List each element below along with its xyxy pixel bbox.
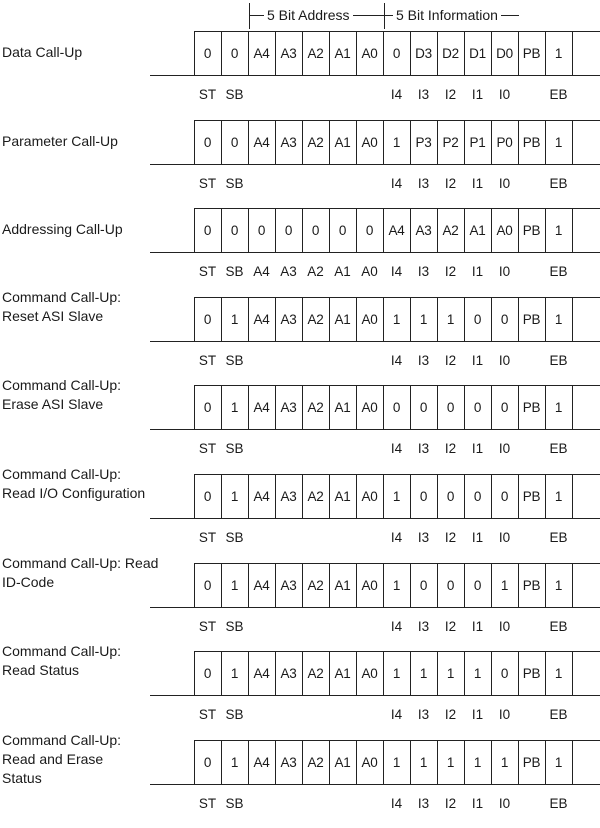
bit-cell: 1: [554, 222, 563, 238]
bit-position-label: I4: [390, 352, 403, 368]
bit-cell: 1: [230, 577, 239, 593]
bit-position-label: ST: [198, 706, 217, 722]
cell-divider: [572, 31, 573, 75]
bit-cell: 1: [392, 488, 401, 504]
bit-position-label: I3: [417, 263, 430, 279]
bit-position-label: I2: [444, 618, 457, 634]
bit-cell: 1: [419, 665, 428, 681]
bit-position-label: ST: [198, 175, 217, 191]
bit-cell: 0: [446, 488, 455, 504]
bit-position-label: A4: [253, 263, 270, 279]
bit-cell: 1: [446, 665, 455, 681]
bit-position-label: ST: [198, 440, 217, 456]
bit-position-label: A3: [280, 263, 297, 279]
bit-cell: PB: [522, 311, 541, 327]
bit-cell: 1: [554, 577, 563, 593]
bit-cell: 0: [230, 222, 239, 238]
bit-cell: A3: [280, 665, 297, 681]
bit-cell: 0: [446, 399, 455, 415]
bit-cell: P1: [469, 134, 486, 150]
bit-cell: A0: [361, 134, 378, 150]
row-label: Command Call-Up: Erase ASI Slave: [2, 377, 122, 412]
bit-position-label: ST: [198, 263, 217, 279]
bit-cell: 0: [203, 577, 212, 593]
bit-position-label: I0: [498, 440, 511, 456]
bit-cell: A0: [361, 311, 378, 327]
bit-position-label: I3: [417, 618, 430, 634]
bit-cell: A4: [253, 754, 270, 770]
bit-position-label: I2: [444, 175, 457, 191]
header-tick-left: [249, 3, 250, 29]
bit-cell: 1: [473, 665, 482, 681]
bit-cell: 1: [446, 754, 455, 770]
bit-position-label: I3: [417, 440, 430, 456]
frame-bottom-line: [150, 252, 600, 253]
bit-cell: 0: [392, 45, 401, 61]
bit-cell: A4: [253, 665, 270, 681]
bit-cell: 1: [554, 134, 563, 150]
call-up-row: [0, 31, 600, 119]
row-label: Data Call-Up: [2, 44, 83, 60]
bit-position-label: I0: [498, 529, 511, 545]
call-up-row: [0, 120, 600, 208]
bit-position-label: I1: [471, 175, 484, 191]
bit-position-label: I1: [471, 795, 484, 811]
bit-cell: A0: [496, 222, 513, 238]
bit-position-label: I1: [471, 352, 484, 368]
bit-cell: A0: [361, 577, 378, 593]
bit-position-label: EB: [549, 352, 568, 368]
bit-cell: A2: [307, 754, 324, 770]
bit-position-label: I0: [498, 795, 511, 811]
address-label: 5 Bit Address: [264, 6, 353, 24]
bit-cell: A1: [334, 665, 351, 681]
bit-position-label: I1: [471, 529, 484, 545]
bit-cell: 0: [203, 311, 212, 327]
bit-cell: A1: [334, 311, 351, 327]
bit-position-label: SB: [225, 352, 244, 368]
bit-cell: 0: [500, 311, 509, 327]
bit-cell: PB: [522, 754, 541, 770]
bit-cell: 0: [473, 577, 482, 593]
bit-position-label: SB: [225, 86, 244, 102]
bit-cell: PB: [522, 134, 541, 150]
bit-cell: A4: [253, 45, 270, 61]
bit-position-label: I4: [390, 86, 403, 102]
bit-cell: A1: [334, 134, 351, 150]
row-label: Addressing Call-Up: [2, 221, 123, 237]
bit-position-label: A0: [361, 263, 378, 279]
frame-bottom-line: [150, 164, 600, 165]
call-up-row: [0, 732, 600, 828]
bit-cell: A0: [361, 488, 378, 504]
bit-position-label: SB: [225, 795, 244, 811]
row-label: Command Call-Up: Read I/O Configuration: [2, 466, 146, 501]
bit-cell: 1: [230, 399, 239, 415]
bit-cell: 1: [554, 45, 563, 61]
bit-cell: D2: [442, 45, 459, 61]
bit-cell: A2: [307, 45, 324, 61]
bit-cell: D1: [469, 45, 486, 61]
bit-cell: P3: [415, 134, 432, 150]
row-label: Command Call-Up: Read Status: [2, 643, 122, 678]
bit-cell: A1: [334, 577, 351, 593]
bit-cell: A4: [253, 311, 270, 327]
call-up-row: [0, 208, 600, 296]
bit-position-label: I2: [444, 86, 457, 102]
bit-cell: PB: [522, 45, 541, 61]
bit-cell: 0: [419, 399, 428, 415]
bit-position-label: EB: [549, 175, 568, 191]
bit-cell: 0: [473, 399, 482, 415]
bit-cell: A2: [307, 665, 324, 681]
bit-cell: 1: [230, 665, 239, 681]
bit-cell: A3: [280, 311, 297, 327]
bit-cell: 1: [419, 754, 428, 770]
bit-position-label: I1: [471, 440, 484, 456]
bit-cell: PB: [522, 577, 541, 593]
bit-position-label: I4: [390, 263, 403, 279]
call-up-row: [0, 466, 600, 562]
bit-position-label: I1: [471, 618, 484, 634]
information-label: 5 Bit Information: [393, 6, 501, 24]
bit-position-label: I0: [498, 175, 511, 191]
bit-cell: A3: [280, 488, 297, 504]
bit-cell: 1: [554, 754, 563, 770]
bit-cell: 1: [392, 311, 401, 327]
bit-position-label: I3: [417, 86, 430, 102]
bit-cell: A3: [280, 45, 297, 61]
bit-position-label: I2: [444, 263, 457, 279]
bit-position-label: I2: [444, 352, 457, 368]
header-bracket: [0, 0, 600, 34]
frame-bottom-line: [150, 607, 600, 608]
bit-position-label: I0: [498, 706, 511, 722]
bit-cell: 1: [554, 311, 563, 327]
bit-cell: A1: [334, 399, 351, 415]
bit-position-label: SB: [225, 618, 244, 634]
bit-position-label: I2: [444, 440, 457, 456]
bit-position-label: ST: [198, 795, 217, 811]
bit-position-label: I2: [444, 529, 457, 545]
bit-cell: 1: [500, 754, 509, 770]
call-up-row: [0, 555, 600, 651]
bit-position-label: EB: [549, 706, 568, 722]
frame-bottom-line: [150, 75, 600, 76]
bit-position-label: I2: [444, 795, 457, 811]
bit-position-label: EB: [549, 618, 568, 634]
bit-cell: 0: [203, 45, 212, 61]
bit-cell: 0: [203, 488, 212, 504]
bit-cell: 0: [446, 577, 455, 593]
bit-cell: A0: [361, 45, 378, 61]
bit-cell: A2: [307, 488, 324, 504]
bit-cell: 0: [203, 399, 212, 415]
bit-position-label: SB: [225, 440, 244, 456]
bit-cell: 0: [392, 399, 401, 415]
bit-cell: A3: [415, 222, 432, 238]
bit-cell: A3: [280, 577, 297, 593]
cell-divider: [572, 740, 573, 784]
bit-position-label: I1: [471, 86, 484, 102]
cell-divider: [572, 120, 573, 164]
bit-cell: 1: [392, 134, 401, 150]
bit-cell: 0: [500, 399, 509, 415]
row-label: Command Call-Up: Read ID-Code: [2, 555, 159, 590]
bit-position-label: EB: [549, 263, 568, 279]
bit-cell: 0: [203, 222, 212, 238]
bit-cell: 0: [203, 754, 212, 770]
bit-cell: A4: [253, 399, 270, 415]
bit-cell: 0: [419, 577, 428, 593]
bit-cell: PB: [522, 665, 541, 681]
frame-bottom-line: [150, 695, 600, 696]
bit-position-label: I0: [498, 86, 511, 102]
bit-cell: 0: [500, 488, 509, 504]
bit-cell: 1: [473, 754, 482, 770]
bit-cell: 0: [257, 222, 266, 238]
bit-cell: 0: [500, 665, 509, 681]
bit-position-label: A2: [307, 263, 324, 279]
bit-cell: 0: [203, 665, 212, 681]
frame-bottom-line: [150, 518, 600, 519]
bit-position-label: I3: [417, 795, 430, 811]
bit-position-label: I1: [471, 263, 484, 279]
bit-cell: 0: [311, 222, 320, 238]
row-label: Command Call-Up: Reset ASI Slave: [2, 289, 122, 324]
bit-position-label: I4: [390, 618, 403, 634]
bit-position-label: EB: [549, 440, 568, 456]
bit-cell: 0: [230, 134, 239, 150]
bit-position-label: I0: [498, 352, 511, 368]
cell-divider: [572, 385, 573, 429]
bit-position-label: I0: [498, 263, 511, 279]
frame-bottom-line: [150, 784, 600, 785]
bit-cell: 0: [230, 45, 239, 61]
bit-position-label: A1: [334, 263, 351, 279]
header-tick-middle: [384, 3, 385, 29]
call-up-row: [0, 289, 600, 385]
bit-cell: 1: [230, 488, 239, 504]
bit-cell: A2: [307, 399, 324, 415]
call-up-row: [0, 643, 600, 739]
bit-position-label: I4: [390, 440, 403, 456]
bit-cell: A0: [361, 399, 378, 415]
bit-cell: 1: [554, 665, 563, 681]
bit-position-label: I3: [417, 529, 430, 545]
bit-position-label: EB: [549, 529, 568, 545]
bit-position-label: I3: [417, 706, 430, 722]
bit-position-label: ST: [198, 86, 217, 102]
bit-position-label: ST: [198, 529, 217, 545]
bit-cell: A4: [388, 222, 405, 238]
bit-cell: 0: [473, 488, 482, 504]
bit-position-label: I1: [471, 706, 484, 722]
cell-divider: [572, 651, 573, 695]
bit-position-label: EB: [549, 795, 568, 811]
bit-position-label: I4: [390, 175, 403, 191]
bit-cell: 0: [365, 222, 374, 238]
call-up-row: [0, 377, 600, 473]
bit-position-label: I3: [417, 352, 430, 368]
frame-bottom-line: [150, 341, 600, 342]
bit-cell: P2: [442, 134, 459, 150]
bit-position-label: SB: [225, 529, 244, 545]
bit-cell: 0: [284, 222, 293, 238]
bit-cell: A3: [280, 134, 297, 150]
bit-cell: A4: [253, 488, 270, 504]
bit-position-label: I4: [390, 706, 403, 722]
bit-cell: A0: [361, 665, 378, 681]
bit-cell: A0: [361, 754, 378, 770]
bit-cell: PB: [522, 488, 541, 504]
bit-cell: 0: [203, 134, 212, 150]
bit-position-label: I4: [390, 795, 403, 811]
bit-cell: PB: [522, 222, 541, 238]
bit-cell: A4: [253, 134, 270, 150]
bit-cell: 1: [392, 665, 401, 681]
bit-cell: D0: [496, 45, 513, 61]
row-label: Command Call-Up: Read and Erase Status: [2, 732, 122, 786]
bit-cell: 1: [392, 577, 401, 593]
bit-cell: A4: [253, 577, 270, 593]
bit-cell: A1: [469, 222, 486, 238]
bit-cell: 1: [419, 311, 428, 327]
bit-cell: D3: [415, 45, 432, 61]
bit-position-label: ST: [198, 352, 217, 368]
cell-divider: [572, 297, 573, 341]
bit-cell: 1: [554, 399, 563, 415]
bit-cell: 1: [392, 754, 401, 770]
bit-cell: 1: [230, 311, 239, 327]
frame-bottom-line: [150, 429, 600, 430]
bit-cell: 1: [554, 488, 563, 504]
bit-position-label: SB: [225, 706, 244, 722]
bit-cell: A2: [442, 222, 459, 238]
bit-cell: A3: [280, 754, 297, 770]
bit-cell: A3: [280, 399, 297, 415]
bit-cell: 0: [419, 488, 428, 504]
bit-position-label: SB: [225, 175, 244, 191]
bit-cell: A1: [334, 488, 351, 504]
bit-cell: A2: [307, 311, 324, 327]
bit-position-label: I4: [390, 529, 403, 545]
bit-cell: 1: [230, 754, 239, 770]
cell-divider: [572, 474, 573, 518]
bit-position-label: EB: [549, 86, 568, 102]
bit-cell: A1: [334, 45, 351, 61]
bit-cell: 1: [446, 311, 455, 327]
bit-position-label: I2: [444, 706, 457, 722]
cell-divider: [572, 208, 573, 252]
bit-cell: A1: [334, 754, 351, 770]
bit-position-label: I3: [417, 175, 430, 191]
row-label: Parameter Call-Up: [2, 133, 118, 149]
bit-position-label: SB: [225, 263, 244, 279]
bit-cell: 0: [338, 222, 347, 238]
bit-cell: P0: [496, 134, 513, 150]
bit-position-label: I0: [498, 618, 511, 634]
bit-cell: 0: [473, 311, 482, 327]
bit-cell: PB: [522, 399, 541, 415]
bit-cell: A2: [307, 134, 324, 150]
bit-cell: A2: [307, 577, 324, 593]
bit-position-label: ST: [198, 618, 217, 634]
cell-divider: [572, 563, 573, 607]
bit-cell: 1: [500, 577, 509, 593]
